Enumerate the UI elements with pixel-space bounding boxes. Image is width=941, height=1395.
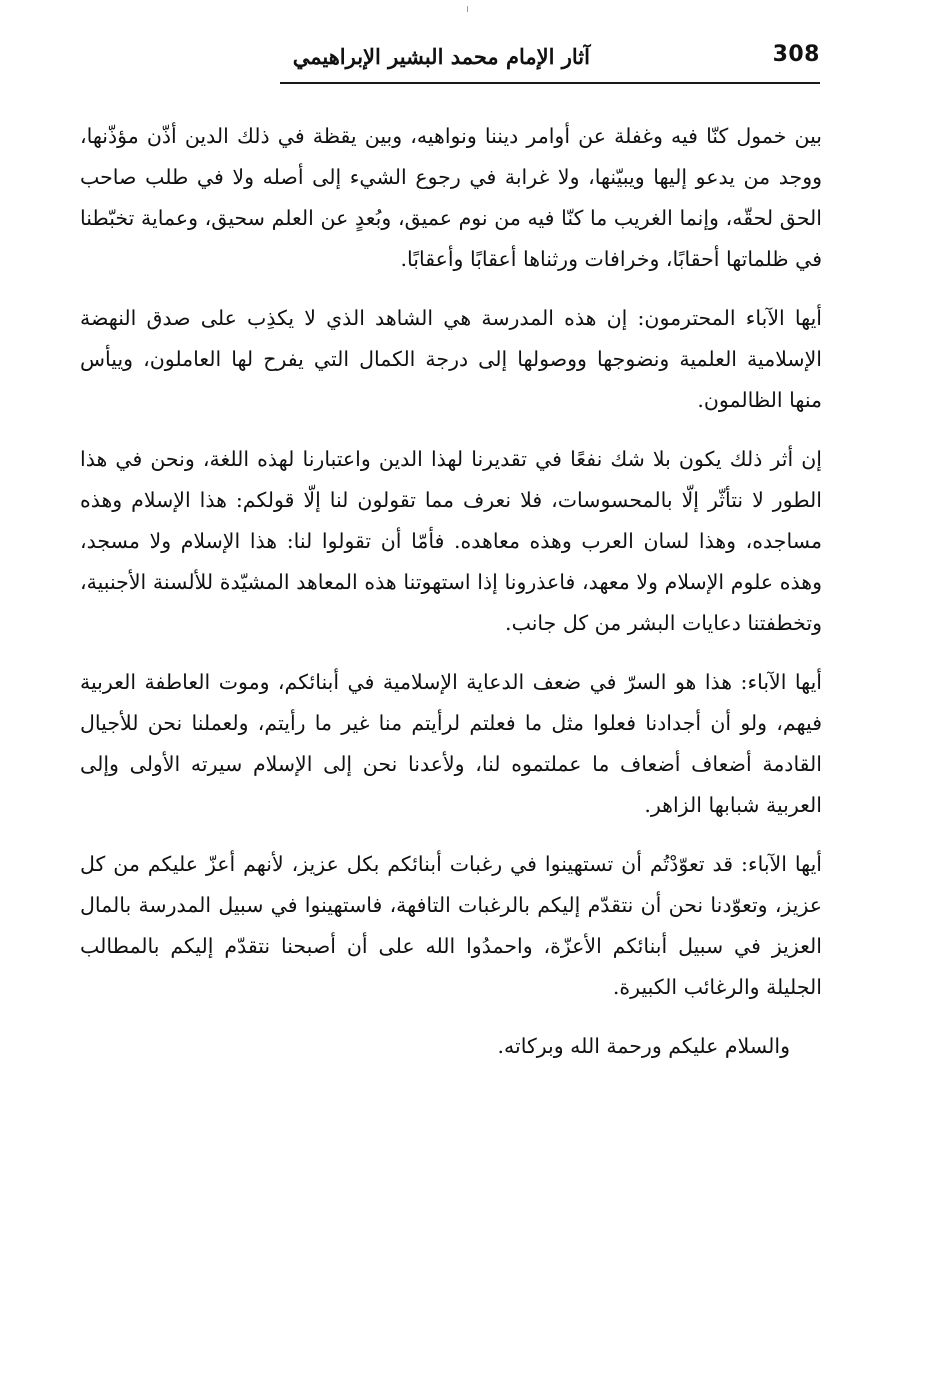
body-text <box>80 116 822 1067</box>
scan-mark <box>467 6 468 12</box>
paragraph-3: إن أثر ذلك يكون بلا شك نفعًا في تقديرنا لهذا الدين واعتبارنا لهذه اللغة، ونحن في هذا الطور لا نتأثّر إلّا بالمحسوسات، فلا نعرف مما تقولون لنا إلّا قولكم: هذا الإسلام وهذه مساجده، وهذا لسان العرب وهذه معاهده. فأمّا أن تقولوا لنا: هذا الإسلام ولا مسجد، وهذه علوم الإسلام ولا معهد، فاعذرونا إذا استهوتنا هذه المعاهد المشيّدة للألسنة الأجنبية، وتخطفتنا دعايات البشر من كل جانب. <box>80 447 822 635</box>
closing-salutation: والسلام عليكم ورحمة الله وبركاته. <box>497 1034 790 1058</box>
paragraph-5: أيها الآباء: قد تعوّدْتُم أن تستهينوا في رغبات أبنائكم بكل عزيز، لأنهم أعزّ عليكم من كل عزيز، وتعوّدنا نحن أن نتقدّم إليكم بالرغبات التافهة، فاستهينوا في سبيل المدرسة بالمال العزيز في سبيل أبنائكم الأعزّة، واحمدُوا الله على أن أصبحنا نتقدّم إليكم بالمطالب الجليلة والرغائب الكبيرة. <box>80 852 822 999</box>
header-rule <box>280 82 820 84</box>
page-header <box>280 40 820 78</box>
paragraph-4: أيها الآباء: هذا هو السرّ في ضعف الدعاية الإسلامية في أبنائكم، وموت العاطفة العربية فيهم، ولو أن أجدادنا فعلوا مثل ما فعلتم لرأيتم منا غير ما رأيتم، ولعملنا نحن للأجيال القادمة أضعاف أضعاف ما عملتموه لنا، ولأعدنا نحن إلى الإسلام سيرته الأولى وإلى العربية شبابها الزاهر. <box>80 670 822 817</box>
paragraph-1: بين خمول كنّا فيه وغفلة عن أوامر ديننا ونواهيه، وبين يقظة في ذلك الدين أذّن مؤذّنها، ووجد من يدعو إليها ويبيّنها، ولا غرابة في رجوع الشيء إلى أصله ولا في طلب صاحب الحق لحقّه، وإنما الغريب ما كنّا فيه من نوم عميق، وبُعدٍ عن العلم سحيق، وعماية تخبّطنا في ظلماتها أحقابًا، وخرافات ورثناها أعقابًا وأعقابًا. <box>80 124 822 271</box>
page-number: 308 <box>772 42 820 67</box>
running-title: آثار الإمام محمد البشير الإبراهيمي <box>292 44 590 69</box>
paragraph-2: أيها الآباء المحترمون: إن هذه المدرسة هي الشاهد الذي لا يكذِب على صدق النهضة الإسلامية العلمية ونضوجها ووصولها إلى درجة الكمال التي يفرح لها العاملون، وييأس منها الظالمون. <box>80 306 822 412</box>
